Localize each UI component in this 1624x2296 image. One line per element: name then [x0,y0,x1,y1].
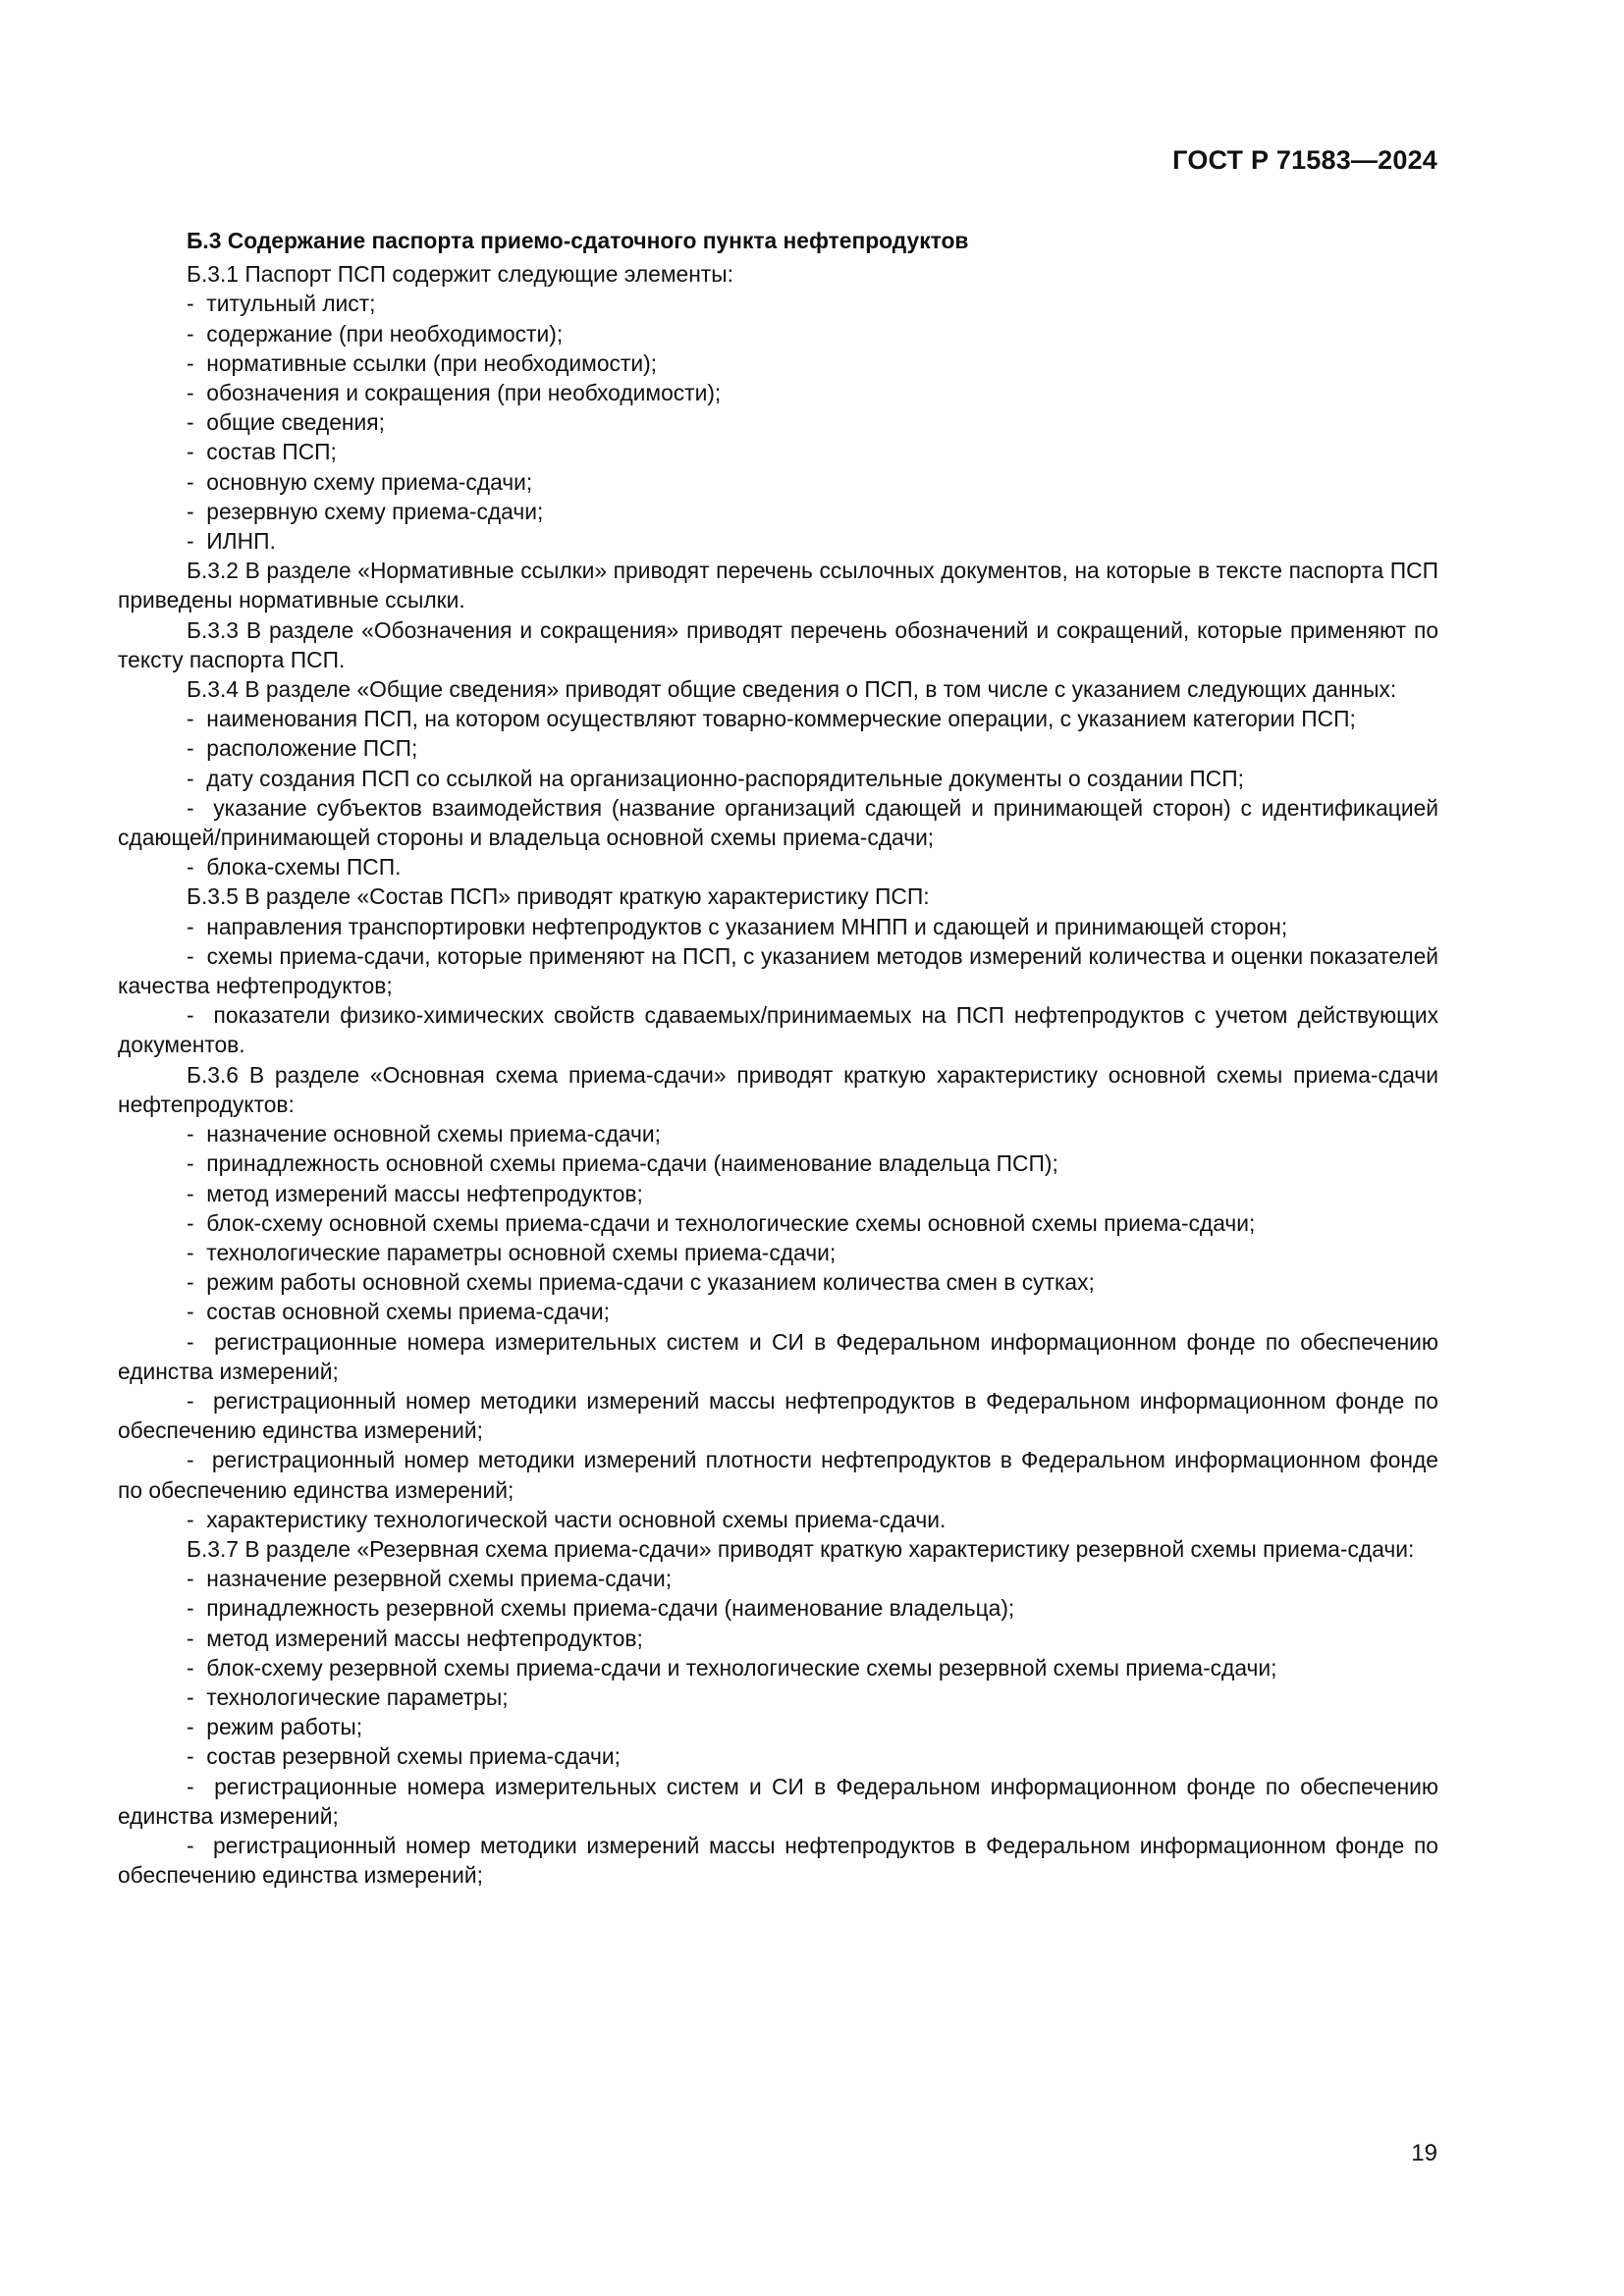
list-item: - назначение резервной схемы приема-сдачи; [118,1564,1438,1593]
list-item: - режим работы основной схемы приема-сдачи с указанием количества смен в сутках; [118,1267,1438,1297]
list-item: - состав ПСП; [118,437,1438,466]
list-item: - содержание (при необходимости); [118,319,1438,348]
list-item: - обозначения и сокращения (при необходимости); [118,378,1438,407]
list-item: - технологические параметры; [118,1682,1438,1712]
list-item: - блок-схему основной схемы приема-сдачи и технологические схемы основной схемы приема-сдачи; [118,1208,1438,1238]
paragraph: Б.3.6 В разделе «Основная схема приема-сдачи» приводят краткую характеристику основной схемы приема-сдачи нефтепродуктов: [118,1061,1438,1117]
paragraph: Б.3.1 Паспорт ПСП содержит следующие элементы: [187,261,733,288]
paragraph: Б.3.2 В разделе «Нормативные ссылки» приводят перечень ссылочных документов, на которые в тексте паспорта ПСП приведены нормативные ссылки. [118,558,1438,614]
list-item: - состав основной схемы приема-сдачи; [118,1297,1438,1326]
page-number: 19 [1411,2140,1437,2166]
list-item: - принадлежность резервной схемы приема-сдачи (наименование владельца); [118,1593,1438,1623]
list-item: - регистрационный номер методики измерений массы нефтепродуктов в Федеральном информационном фонде по обеспечению единства измерений; [118,1386,1438,1445]
list-item: - указание субъектов взаимодействия (название организаций сдающей и принимающей сторон) с идентификацией сдающей/принимающей стороны и владельца основной схемы приема-сдачи; [118,793,1438,852]
list-item: - титульный лист; [118,289,1438,318]
paragraph: Б.3.3 В разделе «Обозначения и сокращения» приводят перечень обозначений и сокращений, которые применяют по тексту паспорта ПСП. [118,616,1438,672]
list-item: - технологические параметры основной схемы приема-сдачи; [118,1238,1438,1267]
list-item: - регистрационный номер методики измерений массы нефтепродуктов в Федеральном информационном фонде по обеспечению единства измерений; [118,1831,1438,1890]
list-item: - блока-схемы ПСП. [118,852,1438,881]
paragraph: Б.3.5 В разделе «Состав ПСП» приводят краткую характеристику ПСП: [187,883,930,910]
list-item: - ИЛНП. [118,526,1438,556]
list-item: - метод измерений массы нефтепродуктов; [118,1179,1438,1208]
list-item: - блок-схему резервной схемы приема-сдачи и технологические схемы резервной схемы приема-сдачи; [118,1653,1438,1682]
list-item: - наименования ПСП, на котором осуществляют товарно-коммерческие операции, с указанием категории ПСП; [118,704,1438,733]
section-content [118,259,1438,1890]
list-item: - регистрационный номер методики измерений плотности нефтепродуктов в Федеральном информационном фонде по обеспечению единства измерений; [118,1445,1438,1504]
list-item: - принадлежность основной схемы приема-сдачи (наименование владельца ПСП); [118,1148,1438,1178]
list-item: - метод измерений массы нефтепродуктов; [118,1624,1438,1653]
section-title: Б.3 Содержание паспорта приемо-сдаточного пункта нефтепродуктов [187,228,969,253]
list-item: - состав резервной схемы приема-сдачи; [118,1741,1438,1771]
list-item: - характеристику технологической части основной схемы приема-сдачи. [118,1505,1438,1534]
list-item: - режим работы; [118,1712,1438,1741]
list-item: - резервную схему приема-сдачи; [118,497,1438,526]
list-item: - регистрационные номера измерительных систем и СИ в Федеральном информационном фонде по обеспечению единства измерений; [118,1772,1438,1831]
document-header-standard-id: ГОСТ Р 71583—2024 [1172,145,1437,175]
paragraph: Б.3.4 В разделе «Общие сведения» приводят общие сведения о ПСП, в том числе с указанием следующих данных: [187,676,1397,703]
list-item: - направления транспортировки нефтепродуктов с указанием МНПП и сдающей и принимающей сторон; [118,912,1438,941]
document-body [118,226,1438,1890]
list-item: - назначение основной схемы приема-сдачи; [118,1119,1438,1148]
list-item: - показатели физико-химических свойств сдаваемых/принимаемых на ПСП нефтепродуктов с учетом действующих документов. [118,1000,1438,1059]
list-item: - дату создания ПСП со ссылкой на организационно-распорядительные документы о создании ПСП; [118,764,1438,793]
list-item: - общие сведения; [118,407,1438,437]
list-item: - схемы приема-сдачи, которые применяют на ПСП, с указанием методов измерений количества и оценки показателей качества нефтепродуктов; [118,941,1438,1000]
list-item: - регистрационные номера измерительных систем и СИ в Федеральном информационном фонде по обеспечению единства измерений; [118,1327,1438,1386]
list-item: - основную схему приема-сдачи; [118,467,1438,497]
paragraph: Б.3.7 В разделе «Резервная схема приема-сдачи» приводят краткую характеристику резервной схемы приема-сдачи: [187,1535,1415,1562]
list-item: - расположение ПСП; [118,733,1438,763]
list-item: - нормативные ссылки (при необходимости); [118,348,1438,378]
